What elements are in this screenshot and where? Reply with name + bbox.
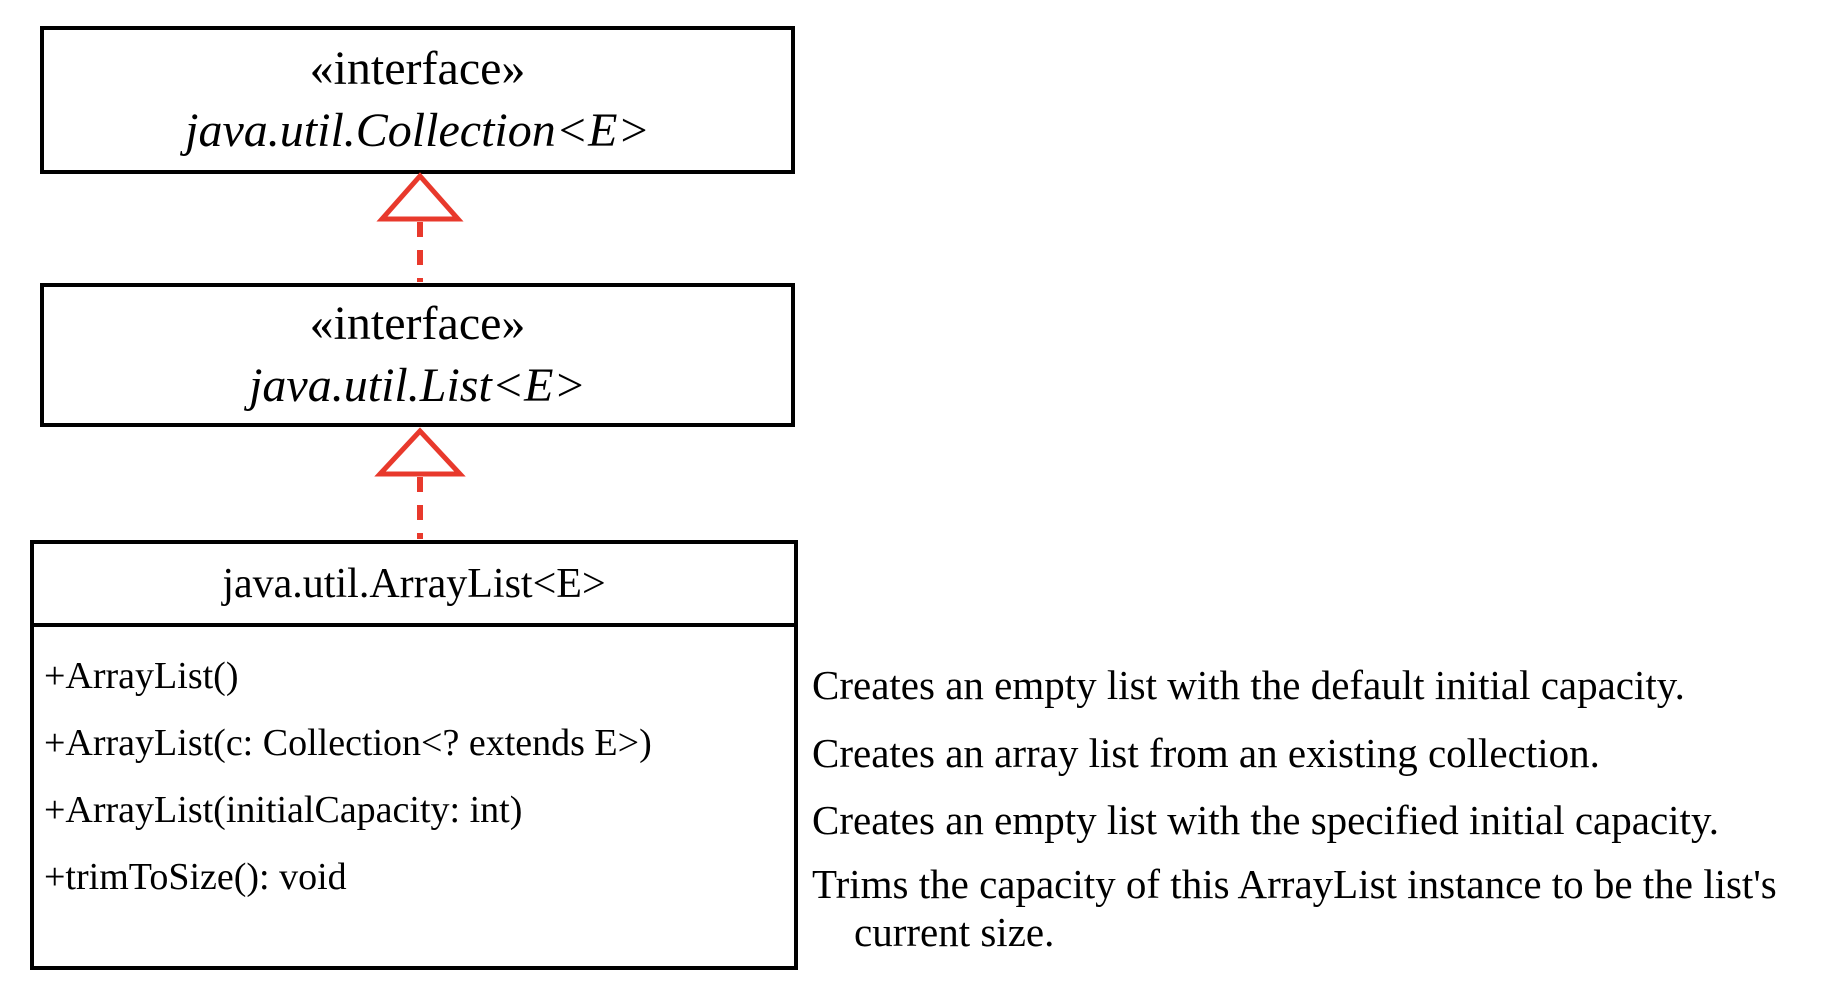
description-arraylist-collection: Creates an array list from an existing collection. (812, 730, 1600, 776)
hollow-triangle-arrowhead-icon (382, 176, 458, 219)
description-trimtosize: Trims the capacity of this ArrayList instance to be the list's current size. (812, 861, 1777, 955)
method-arraylist-collection: +ArrayList(c: Collection<? extends E>) (44, 722, 652, 764)
method-arraylist-initialcapacity: +ArrayList(initialCapacity: int) (44, 789, 523, 831)
arraylist-class-name: java.util.ArrayList<E> (34, 544, 794, 627)
description-arraylist-initialcapacity: Creates an empty list with the specified initial capacity. (812, 797, 1720, 843)
realization-arrow-icon (372, 172, 468, 284)
collection-interface-box (40, 26, 795, 174)
method-arraylist-default: +ArrayList() (44, 655, 239, 697)
arraylist-methods-compartment (34, 627, 794, 911)
description-arraylist-default: Creates an empty list with the default initial capacity. (812, 662, 1685, 708)
list-interface-name: java.util.List<E> (249, 359, 586, 412)
realization-arrow-icon (372, 427, 468, 541)
collection-stereotype-label: «interface» (309, 42, 526, 95)
arraylist-class-box (30, 540, 798, 970)
collection-interface-name: java.util.Collection<E> (185, 104, 650, 157)
hollow-triangle-arrowhead-icon (380, 431, 460, 474)
list-stereotype-label: «interface» (309, 297, 526, 350)
list-interface-box (40, 283, 795, 427)
method-trimtosize: +trimToSize(): void (44, 856, 347, 898)
